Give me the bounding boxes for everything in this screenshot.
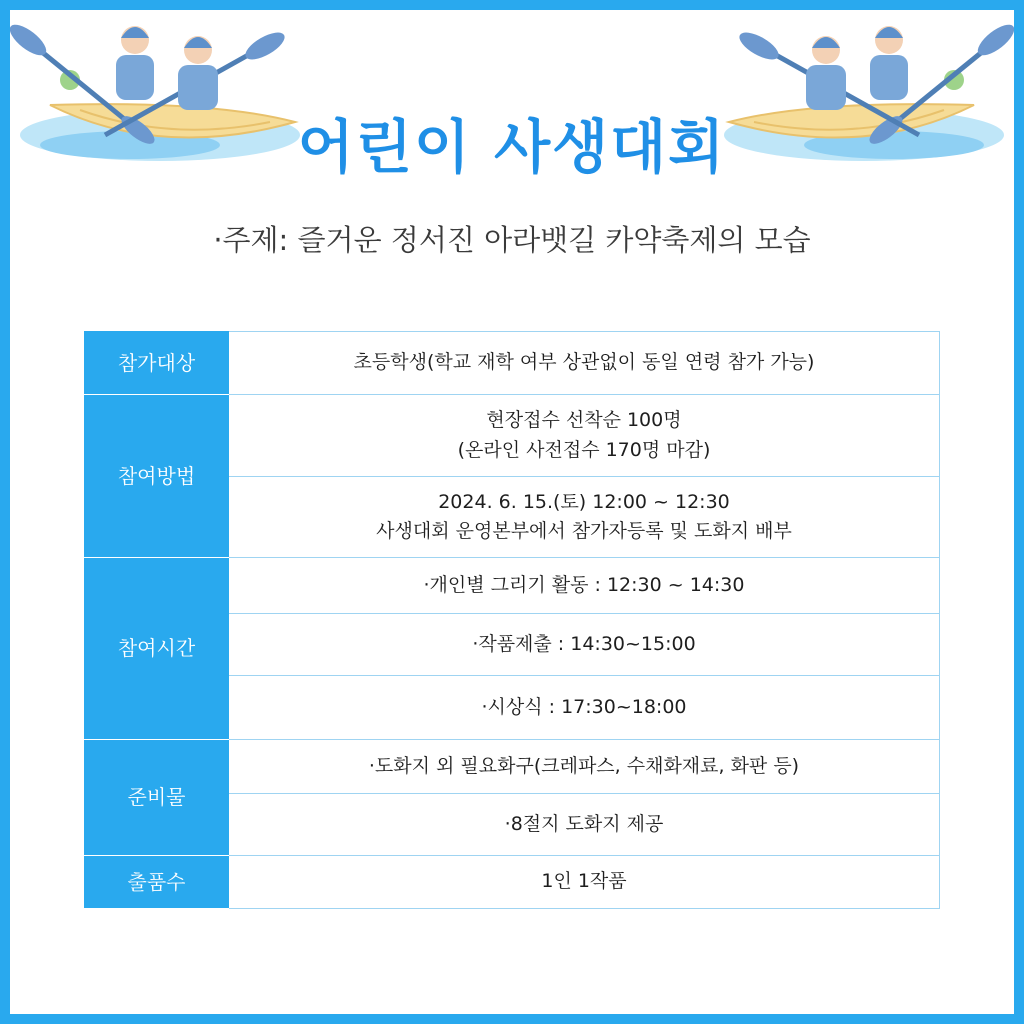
table-row bbox=[85, 332, 940, 395]
method-cell-2 bbox=[229, 477, 940, 558]
method-line: 2024. 6. 15.(토) 12:00 ~ 12:30 bbox=[438, 490, 730, 513]
supplies-item: ·도화지 외 필요화구(크레파스, 수채화재료, 화판 등) bbox=[229, 740, 940, 794]
row-header-method: 참여방법 bbox=[85, 395, 229, 558]
method-line: (온라인 사전접수 170명 마감) bbox=[457, 438, 711, 461]
method-line: 사생대회 운영본부에서 참가자등록 및 도화지 배부 bbox=[376, 520, 792, 542]
time-item: ·작품제출 : 14:30~15:00 bbox=[229, 614, 940, 676]
time-item: ·개인별 그리기 활동 : 12:30 ~ 14:30 bbox=[229, 558, 940, 614]
page-title: 어린이 사생대회 bbox=[297, 113, 727, 181]
row-header-entries: 출품수 bbox=[85, 856, 229, 909]
table-row bbox=[85, 395, 940, 477]
row-header-time: 참여시간 bbox=[85, 558, 229, 740]
table-row bbox=[85, 558, 940, 614]
method-cell-1 bbox=[229, 395, 940, 477]
participants-value: 초등학생(학교 재학 여부 상관없이 동일 연령 참가 가능) bbox=[229, 332, 940, 395]
info-table bbox=[84, 331, 940, 909]
time-item: ·시상식 : 17:30~18:00 bbox=[229, 676, 940, 740]
method-line: 현장접수 선착순 100명 bbox=[486, 409, 682, 432]
entries-value: 1인 1작품 bbox=[229, 856, 940, 909]
row-header-participants: 참가대상 bbox=[85, 332, 229, 395]
page-subtitle: ·주제: 즐거운 정서진 아라뱃길 카약축제의 모습 bbox=[213, 223, 811, 257]
table-row bbox=[85, 856, 940, 909]
supplies-item: ·8절지 도화지 제공 bbox=[229, 794, 940, 856]
row-header-supplies: 준비물 bbox=[85, 740, 229, 856]
table-row bbox=[85, 740, 940, 794]
